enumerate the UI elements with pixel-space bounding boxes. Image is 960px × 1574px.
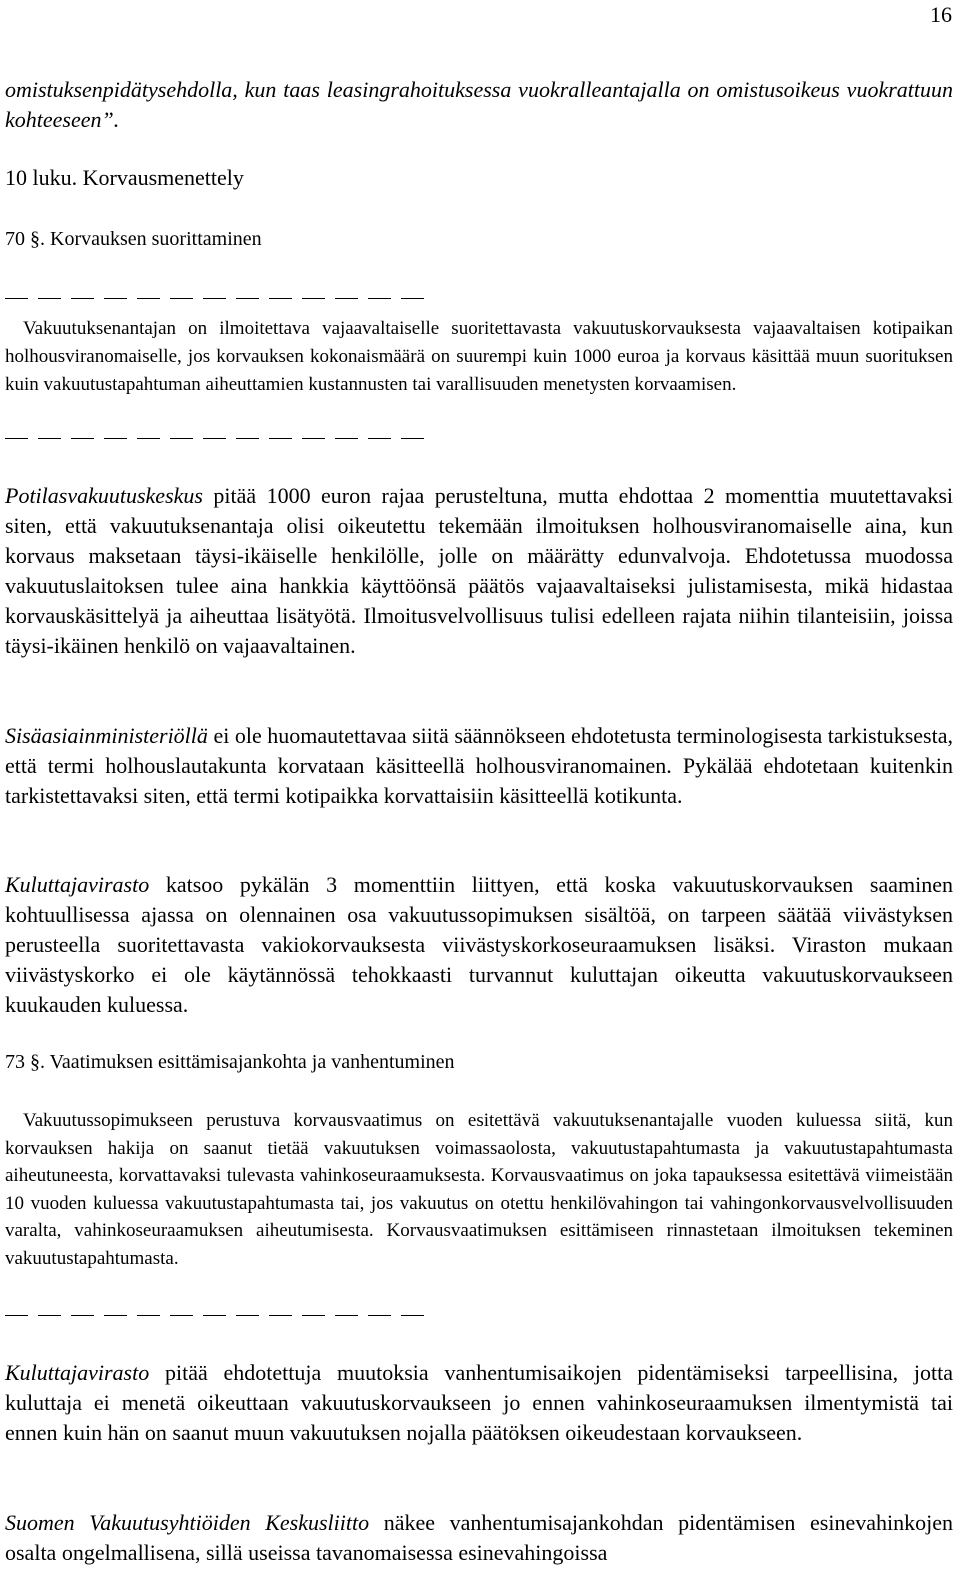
paragraph-kuluttajavirasto-1: [5, 870, 953, 1020]
paragraph-text: näkee vanhentumisajankohdan pidentämisen esinevahinkojen osalta ongelmallisena, sillä useissa tavanomaisessa esinevahingoissa: [5, 1510, 953, 1565]
organization-name: Potilasvakuutuskeskus: [5, 483, 203, 508]
paragraph-sisaasiainministerio: [5, 721, 953, 811]
dash-divider: [5, 298, 424, 302]
section-heading-73: 73 §. Vaatimuksen esittämisajankohta ja vanhentuminen: [5, 1051, 455, 1073]
paragraph-kuluttajavirasto-2: [5, 1358, 953, 1448]
organization-name: Suomen Vakuutusyhtiöiden Keskusliitto: [5, 1510, 370, 1535]
organization-name: Kuluttajavirasto: [5, 872, 150, 897]
organization-name: Kuluttajavirasto: [5, 1360, 150, 1385]
chapter-heading: 10 luku. Korvausmenettely: [5, 165, 244, 190]
paragraph-text: pitää ehdotettuja muutoksia vanhentumisaikojen pidentämiseksi tarpeellisina, jotta kuluttaja ei menetä oikeuttaan vakuutuskorvaukseen jo ennen vahinkoseuraamuksen ilmentymistä tai ennen kuin hän on saanut muun vakuutuksen nojalla päätöksen oikeudestaan korvaukseen.: [5, 1360, 953, 1445]
quote-section-70: Vakuutuksenantajan on ilmoitettava vajaavaltaiselle suoritettavasta vakuutuskorvauksesta vajaavaltaisen kotipaikan holhousviranomaiselle, jos korvauksen kokonaismäärä on suurempi kuin 1000 euroa ja korvaus käsittää muun suorituksen kuin vakuutustapahtuman aiheuttamien kustannusten tai varallisuuden menetysten korvaamisen.: [5, 318, 953, 395]
paragraph-vakuutusyhtiot: [5, 1508, 953, 1568]
dash-divider: [5, 438, 424, 442]
page-number: 16: [930, 2, 952, 27]
paragraph-potilasvakuutuskeskus: [5, 481, 953, 661]
intro-paragraph: omistuksenpidätysehdolla, kun taas leasingrahoituksessa vuokralleantajalla on omistusoikeus vuokrattuun kohteeseen”.: [5, 77, 953, 132]
paragraph-text: pitää 1000 euron rajaa perusteltuna, mutta ehdottaa 2 momenttia muutettavaksi siten, että vakuutuksenantaja olisi oikeutettu tekemään ilmoituksen holhousviranomaiselle aina, kun korvaus maksetaan täysi-ikäiselle henkilölle, jolle on määrätty edunvalvoja. Ehdotetussa muodossa vakuutuslaitoksen tulee aina hankkia käyttöönsä päätös vajaavaltaiseksi julistamisesta, mikä hidastaa korvauskäsittelyä ja aiheuttaa lisätyötä. Ilmoitusvelvollisuus tulisi edelleen rajata niihin tilanteisiin, joissa täysi-ikäinen henkilö on vajaavaltainen.: [5, 483, 953, 658]
paragraph-text: katsoo pykälän 3 momenttiin liittyen, että koska vakuutuskorvauksen saaminen kohtuullisessa ajassa on olennainen osa vakuutussopimuksen sisältöä, on tarpeen säätää viivästyksen perusteella suoritettavasta vakiokorvauksesta viivästyskorkoseuraamuksen lisäksi. Viraston mukaan viivästyskorko ei ole käytännössä tehokkaasti turvannut kuluttajan oikeutta vakuutuskorvaukseen kuukauden kuluessa.: [5, 872, 953, 1017]
dash-divider: [5, 1315, 424, 1319]
organization-name: Sisäasiainministeriöllä: [5, 723, 208, 748]
quote-section-73: Vakuutussopimukseen perustuva korvausvaatimus on esitettävä vakuutuksenantajalle vuoden kuluessa siitä, kun korvauksen hakija on saanut tietää vakuutuksen voimassaolosta, vakuutustapahtumasta ja vakuutustapahtumasta aiheutuneesta, korvattavaksi tulevasta vahinkoseuraamuksesta. Korvausvaatimus on joka tapauksessa esitettävä viimeistään 10 vuoden kuluessa vakuutustapahtumasta tai, jos vakuutus on otettu henkilövahingon tai vahingonkorvausvelvollisuuden varalta, vahinkoseuraamuksen aiheutumisesta. Korvausvaatimuksen esittämiseen rinnastetaan ilmoituksen tekeminen vakuutustapahtumasta.: [5, 1110, 953, 1269]
paragraph-text: ei ole huomautettavaa siitä säännökseen ehdotetusta terminologisesta tarkistuksesta, että termi holhouslautakunta korvataan käsitteellä holhousviranomainen. Pykälää ehdotetaan kuitenkin tarkistettavaksi siten, että termi kotipaikka korvattaisiin käsitteellä kotikunta.: [5, 723, 953, 808]
section-heading-70: 70 §. Korvauksen suorittaminen: [5, 228, 262, 250]
